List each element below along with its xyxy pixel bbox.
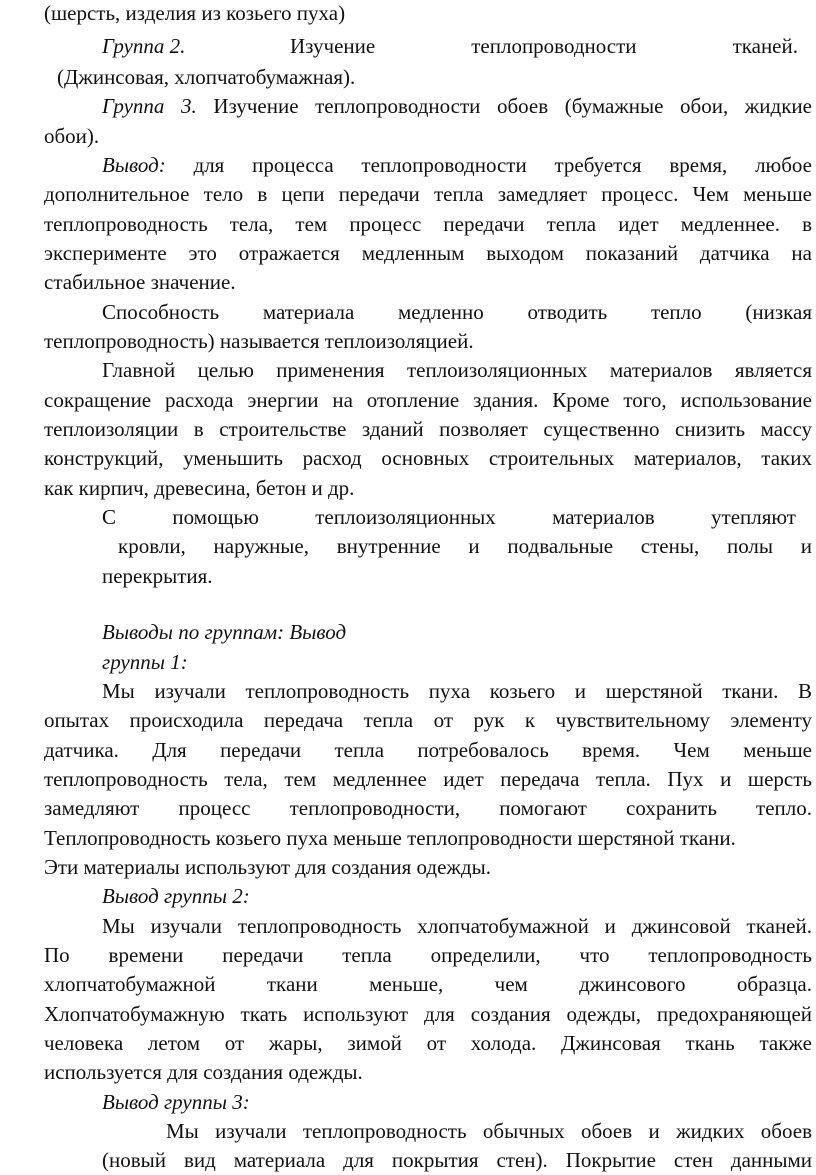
- text-line: (новый вид материала для покрытия стен). Покрытие стен данными: [102, 1148, 812, 1172]
- group-2-label: Группа 2.: [102, 34, 186, 58]
- text-line: теплопроводность) называется теплоизоляцией.: [44, 329, 474, 353]
- text-line: используется для создания одежды.: [44, 1060, 363, 1084]
- group-3-text: Изучение теплопроводности обоев (бумажные обои, жидкие: [213, 94, 812, 118]
- text-line: Мы изучали теплопроводность пуха козьего и шерстяной ткани. В: [102, 679, 812, 703]
- text-line: датчика. Для передачи тепла потребовалось время. Чем меньше: [44, 738, 812, 762]
- text-line: человека летом от жары, зимой от холода. Джинсовая ткань также: [44, 1031, 812, 1055]
- conclusion-line: [102, 150, 812, 180]
- text-line: дополнительное тело в цепи передачи тепла замедляет процесс. Чем меньше: [44, 182, 812, 206]
- text-line: как кирпич, древесина, бетон и др.: [44, 476, 355, 500]
- text-line: кровли, наружные, внутренние и подвальные стены, полы и: [118, 534, 812, 558]
- text-line: теплопроводность тела, тем процесс передачи тепла идет медленнее. в: [44, 212, 812, 236]
- text-line: Мы изучали теплопроводность хлопчатобумажной и джинсовой тканей.: [102, 914, 812, 938]
- group-2-line: [102, 31, 812, 61]
- text-line: хлопчатобумажной ткани меньше, чем джинсового образца.: [44, 972, 812, 996]
- text-line: (Джинсовая, хлопчатобумажная).: [57, 65, 356, 89]
- text-line: опытах происходила передача тепла от рук к чувствительному элементу: [44, 708, 812, 732]
- text-line: стабильное значение.: [44, 270, 236, 294]
- text-line: теплопроводность тела, тем медленнее идет передача тепла. Пух и шерсть: [44, 767, 812, 791]
- text-line: сокращение расхода энергии на отопление здания. Кроме того, использование: [44, 388, 812, 412]
- section-heading: Вывод группы 3:: [102, 1090, 250, 1114]
- text-line: (шерсть, изделия из козьего пуха): [44, 1, 346, 25]
- text-line: теплоизоляции в строительстве зданий позволяет существенно снизить массу: [44, 417, 812, 441]
- text-line: Мы изучали теплопроводность обычных обоев и жидких обоев: [166, 1119, 812, 1143]
- text-line: С помощью теплоизоляционных материалов утепляют: [102, 505, 796, 529]
- text-line: Хлопчатобумажную ткать используют для создания одежды, предохраняющей: [44, 1002, 812, 1026]
- text-line: обои).: [44, 124, 100, 148]
- section-heading: Вывод группы 2:: [102, 884, 250, 908]
- group-3-line: [102, 91, 812, 121]
- text-line: По времени передачи тепла определили, что теплопроводность: [44, 943, 812, 967]
- conclusion-label: Вывод:: [102, 153, 166, 177]
- text-line: замедляют процесс теплопроводности, помогают сохранить тепло.: [44, 796, 812, 820]
- text-line: Способность материала медленно отводить тепло (низкая: [102, 300, 812, 324]
- text-line: Эти материалы используют для создания одежды.: [44, 855, 491, 879]
- text-line: конструкций, уменьшить расход основных строительных материалов, таких: [44, 446, 812, 470]
- section-heading: Выводы по группам: Вывод: [102, 620, 347, 644]
- group-2-text: Изучение теплопроводности тканей.: [290, 34, 798, 58]
- conclusion-text: для процесса теплопроводности требуется время, любое: [193, 153, 812, 177]
- group-3-label: Группа 3.: [102, 94, 197, 118]
- section-heading: группы 1:: [102, 650, 188, 674]
- text-line: перекрытия.: [102, 564, 213, 588]
- text-line: эксперименте это отражается медленным выходом показаний датчика на: [44, 241, 812, 265]
- text-line: Главной целью применения теплоизоляционных материалов является: [102, 358, 812, 382]
- text-line: Теплопроводность козьего пуха меньше теплопроводности шерстяной ткани.: [44, 826, 736, 850]
